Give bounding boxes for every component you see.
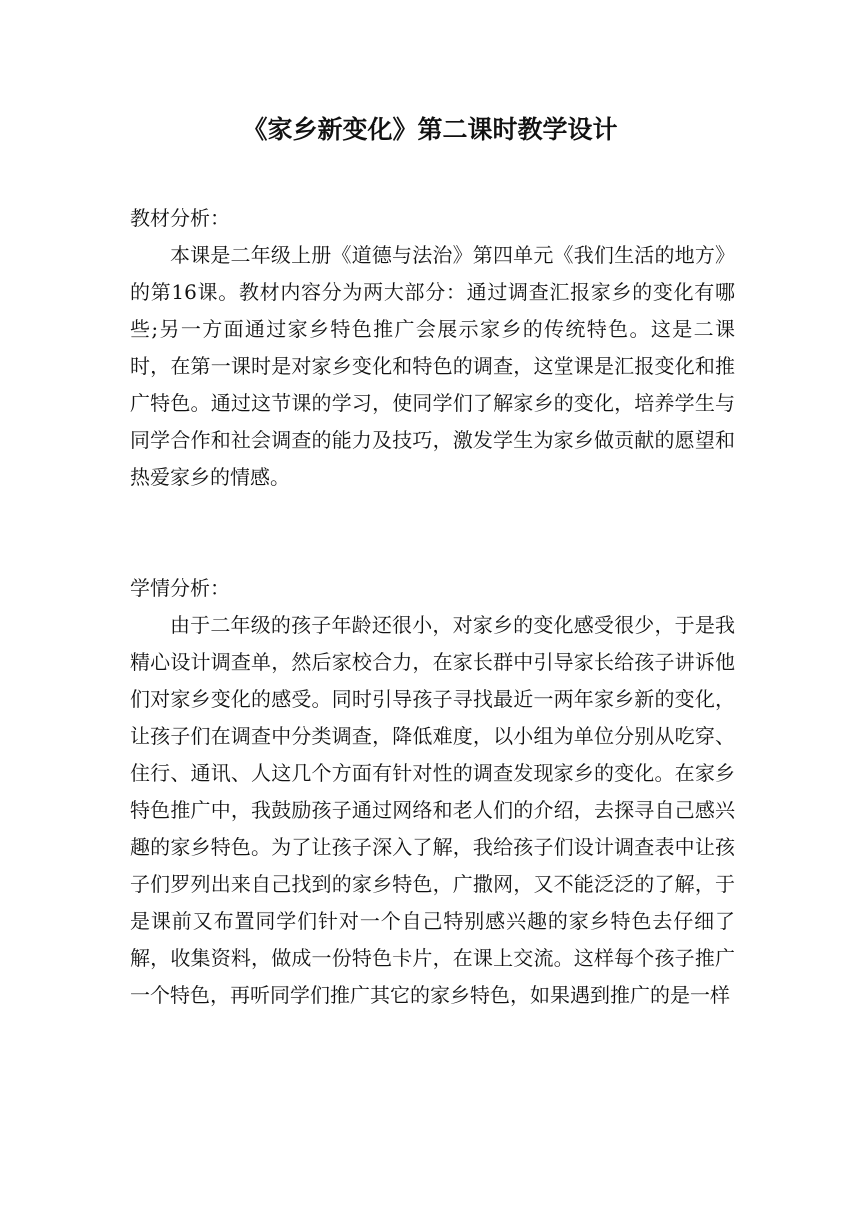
section-textbook-analysis — [130, 200, 735, 496]
section-heading: 教材分析： — [130, 206, 230, 230]
section-paragraph: 本课是二年级上册《道德与法治》第四单元《我们生活的地方》的第16课。教材内容分为两大部分：通过调查汇报家乡的变化有哪些;另一方面通过家乡特色推广会展示家乡的传统特色。这是二课时，在第一课时是对家乡变化和特色的调查，这堂课是汇报变化和推广特色。通过这节课的学习，使同学们了解家乡的变化，培养学生与同学合作和社会调查的能力及技巧，激发学生为家乡做贡献的愿望和热爱家乡的情感。 — [130, 243, 735, 489]
section-paragraph: 由于二年级的孩子年龄还很小，对家乡的变化感受很少，于是我精心设计调查单，然后家校合力，在家长群中引导家长给孩子讲诉他们对家乡变化的感受。同时引导孩子寻找最近一两年家乡新的变化，让孩子们在调查中分类调查，降低难度，以小组为单位分别从吃穿、住行、通讯、人这几个方面有针对性的调查发现家乡的变化。在家乡特色推广中，我鼓励孩子通过网络和老人们的介绍，去探寻自己感兴趣的家乡特色。为了让孩子深入了解，我给孩子们设计调查表中让孩子们罗列出来自己找到的家乡特色，广撒网，又不能泛泛的了解，于是课前又布置同学们针对一个自己特别感兴趣的家乡特色去仔细了解，收集资料，做成一份特色卡片，在课上交流。这样每个孩子推广一个特色，再听同学们推广其它的家乡特色，如果遇到推广的是一样 — [130, 613, 735, 1007]
section-student-analysis — [130, 570, 735, 1014]
section-heading: 学情分析： — [130, 576, 230, 600]
document-title: 《家乡新变化》第二课时教学设计 — [242, 115, 618, 144]
